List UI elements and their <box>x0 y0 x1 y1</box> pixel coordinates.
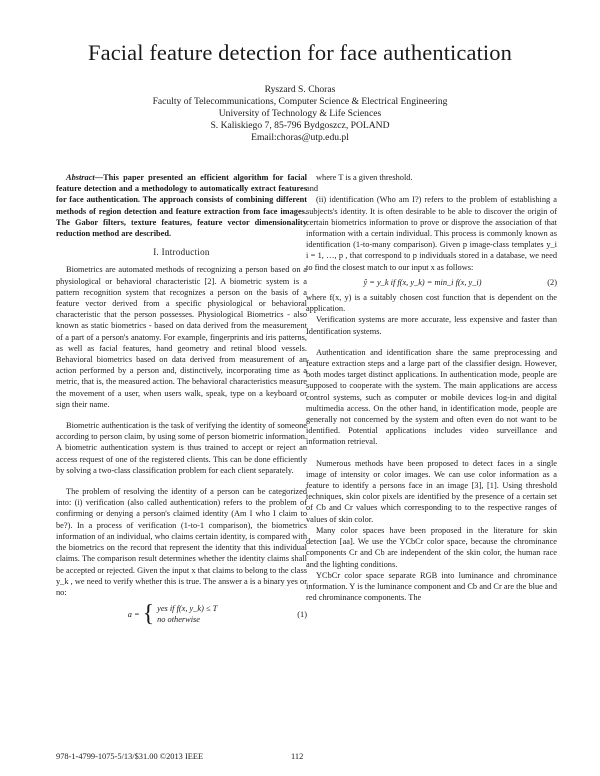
paragraph: where f(x, y) is a suitably chosen cost function that is dependent on the application. <box>306 293 557 314</box>
right-column <box>306 172 557 603</box>
paragraph: Numerous methods have been proposed to detect faces in a single image of intensity or color images. We can use color information as a feature to identify a persons face in an image [3], [1]. Using threshold techniques, skin color pixels are identified by the presence of a certain set of Cb and Cr values which corresponding to to the respective ranges of values of skin color. <box>306 458 557 524</box>
equation-2-body: ŷ = y_k if f(x, y_k) = min_i f(x, y_i) <box>363 277 482 287</box>
brace-symbol: { <box>142 601 155 628</box>
page-number: 112 <box>291 752 304 761</box>
author-name: Ryszard S. Choras <box>264 84 336 95</box>
paragraph: and <box>306 184 319 194</box>
equation-number: (1) <box>297 609 307 619</box>
equation-1-case-no: no otherwise <box>157 615 200 625</box>
footer-isbn: 978-1-4799-1075-5/13/$31.00 ©2013 IEEE <box>56 752 204 761</box>
affiliation-line-1: Faculty of Telecommunications, Computer Science & Electrical Engineering <box>152 96 448 107</box>
paragraph: YCbCr color space separate RGB into luminance and chrominance information. Y is the luminance component and Cb and Cr are the blue and red chrominance components. The <box>306 570 557 603</box>
abstract <box>56 172 307 239</box>
paragraph: The problem of resolving the identity of a person can be categorized into: (i) verification (also called authentication) refers to the problem of confirming or denying a person's claimed identity (Am I who I claim to be?). In a process of verification (1-to-1 comparison), the biometrics information of an individual, who claims certain identity, is compared with the biometrics on the record that represent the identity that this individual claims. The comparison result determines whether the identity claims shall be accepted or rejected. Given the input x that claims to belong to the class y_k , we need to verify whether this is true. The answer a is a binary yes or no: <box>56 487 307 597</box>
paragraph: Authentication and identification share the same preprocessing and feature extraction steps and a large part of the classifier design. However, both modes target distinct applications. In authentication mode, people are supposed to cooperate with the system. The main applications are access control systems, such as computer or mobile devices log-in and digital multimedia access. On the other hand, in identification mode, people are generally not concerned by the system and often even do not want to be identified. Potential applications includes video surveillance and information retrieval. <box>306 347 557 447</box>
left-column <box>56 172 307 630</box>
affiliation-line-2: University of Technology & Life Sciences <box>218 108 382 119</box>
equation-2 <box>306 277 557 288</box>
paper-title: Facial feature detection for face authentication <box>88 40 512 65</box>
paragraph: Biometrics are automated methods of recognizing a person based on a physiological or behavioral characteristic [2]. A biometric system is a pattern recognition system that recognizes a person on the basis of a feature vector derived from a specific physiological or behavioral characteristic that the person possesses. Physiological Biometrics - also known as static biometrics - based on data derived from the measurement of a part of a person's anatomy. For example, fingerprints and iris patterns, as well as facial features, hand geometry and retinal blood vessels. Behavioral biometrics based on data derived from measurement of an action performed by a person and, distinctively, incorporating time as a metric, that is, the measured action. The behavioral characteristics measure the movement of a user, when users walk, speak, type on a keyboard or sign their name. <box>56 265 307 409</box>
paragraph: Biometric authentication is the task of verifying the identity of someone according to person claim, by using some of person biometric information. A biometric authentication system is thus trained to accept or reject an access request of one of the registered clients. This can be done efficiently by solving a two-class classification problem for each client separately. <box>56 421 307 475</box>
abstract-text: —This paper presented an efficient algorithm for facial feature detection and a methodology to automatically extract features for face authentication. The approach consists of combining different methods of region detection and feature extraction from face images. The Gabor filters, texture features, feature vector dimensionality reduction method are described. <box>56 173 307 239</box>
author-block <box>0 84 600 144</box>
section-heading-introduction: I. Introduction <box>153 247 210 258</box>
equation-1 <box>56 602 307 626</box>
email-line: Email:choras@utp.edu.pl <box>251 132 349 143</box>
paragraph: Many color spaces have been proposed in the literature for skin detection [aa]. We use the YCbCr color space, because the chrominance components Cr and Cb are independent of the skin color, the human race and the lighting conditions. <box>306 525 557 569</box>
paragraph: (ii) identification (Who am I?) refers to the problem of establishing a subjects's identity. It is often desirable to be able to discover the origin of certain biometrics information to prove or disprove the association of that information with a certain individual. This process is commonly known as identification (1-to-many comparison). Given p image-class templates y_i i = 1, …, p , that correspond to p individuals stored in a database, we need to find the closest match to our input x as follows: <box>306 195 557 272</box>
abstract-label: Abstract <box>66 173 95 182</box>
equation-1-lhs: a = <box>127 609 140 619</box>
address-line: S. Kaliskiego 7, 85-796 Bydgoszcz, POLAND <box>210 120 390 131</box>
paragraph: where T is a given threshold. <box>316 173 413 182</box>
equation-1-case-yes: yes if f(x, y_k) ≤ T <box>157 604 218 614</box>
equation-number: (2) <box>547 277 557 287</box>
paragraph: Verification systems are more accurate, less expensive and faster than Identification systems. <box>306 315 557 336</box>
